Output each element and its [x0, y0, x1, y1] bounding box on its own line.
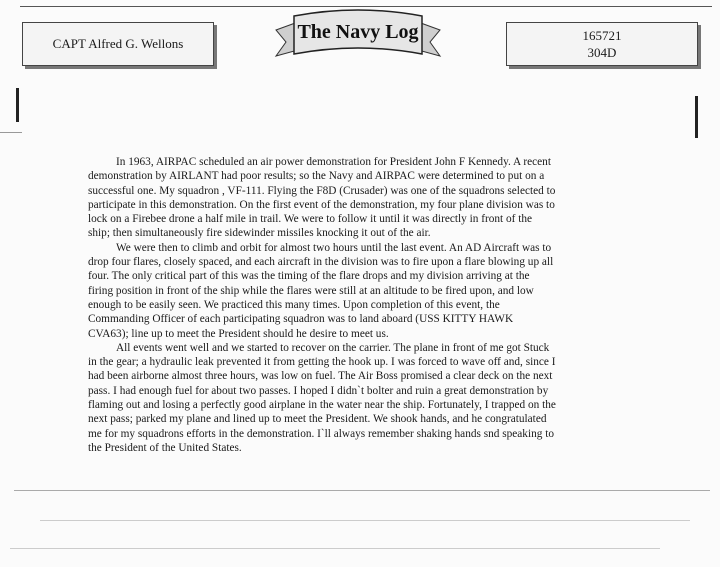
margin-mark-left	[16, 88, 19, 122]
bottom-rule	[40, 520, 690, 521]
paragraph: In 1963, AIRPAC scheduled an air power demonstration for President John F Kennedy. A recent demonstration by AIRLANT had poor results; so the Navy and AIRPAC were determined to put on a successful one. My squadron , VF-111. Flying the F8D (Crusader) was one of the squadrons selected to participate in this demonstration. On the first event of the demonstration, my four plane division was to lock on a Firebee drone a half mile in trail. We were to follow it until it was directly in front of the ship; then simultaneously fire sidewinder missiles knocking it out of the air.	[88, 156, 556, 240]
author-name: CAPT Alfred G. Wellons	[52, 36, 184, 51]
author-box	[22, 22, 214, 66]
code-line-1: 165721	[582, 28, 622, 43]
paragraph: We were then to climb and orbit for almost two hours until the last event. An AD Aircraft was to drop four flares, closely spaced, and each aircraft in the division was to fire upon a flare blowing up all four. The only critical part of this was the timing of the flare drops and my division arriving at the firing position in front of the ship while the flares were still at an altitude to be fired upon, and low enough to be easily seen. We practiced this many times. Upon completion of this event, the Commanding Officer of each participating squadron was to land aboard (USS KITTY HAWK CVA63); line up to meet the President should he desire to meet us.	[88, 241, 554, 340]
margin-dash	[0, 132, 22, 133]
story-body	[88, 155, 556, 455]
code-line-2: 304D	[587, 45, 617, 60]
paragraph: All events went well and we started to recover on the carrier. The plane in front of me got Stuck in the gear; a hydraulic leak prevented it from getting the hook up. I was forced to wave off and, since I had been airborne almost three hours, was low on fuel. The Air Boss promised a clear deck on the next pass. I had enough fuel for about two passes. I hoped I didn`t bolter and ruin a great demonstration by flaming out and losing a perfectly good airplane in the water near the ship. Fortunately, I trapped on the next pass; parked my plane and lined up to meet the President. We shook hands, and he congratulated me for my squadrons efforts in the demonstration. I`ll always remember shaking hands snd speaking to the President of the United States.	[88, 341, 556, 454]
code-box	[506, 22, 698, 66]
navy-log-banner	[268, 2, 448, 72]
banner-title: The Navy Log	[297, 21, 419, 43]
margin-mark-right	[695, 96, 698, 138]
bottom-rule	[10, 548, 660, 549]
bottom-rule	[14, 490, 710, 491]
